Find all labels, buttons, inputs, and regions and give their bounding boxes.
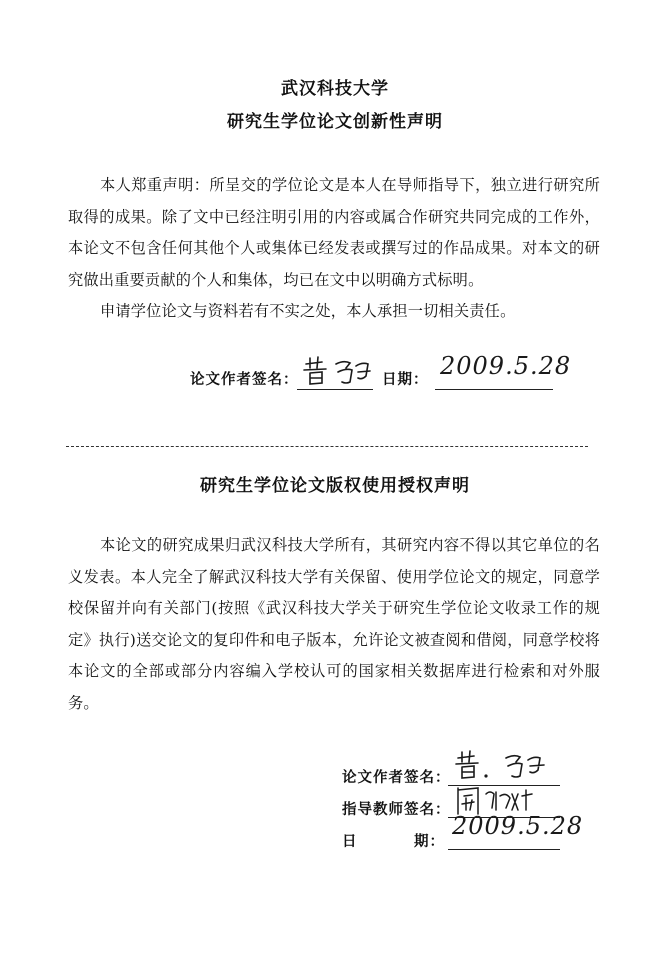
responsibility-paragraph: 申请学位论文与资料若有不实之处，本人承担一切相关责任。	[100, 302, 516, 320]
copyright-declaration-title: 研究生学位论文版权使用授权声明	[200, 476, 470, 496]
originality-paragraph: 本人郑重声明：所呈交的学位论文是本人在导师指导下，独立进行研究所取得的成果。除了文中已经注明引用的内容或属合作研究共同完成的工作外，本论文不包含任何其他个人或集体已经发表或撰写过的作品成果。对本文的研究做出重要贡献的个人和集体，均已在文中以明确方式标明。	[68, 176, 600, 289]
date-label: 日期：	[382, 372, 429, 388]
author-signature-label: 论文作者签名：	[190, 372, 299, 388]
originality-declaration-title: 研究生学位论文创新性声明	[227, 112, 443, 132]
date-value-handwritten-2: 2009.5.28	[452, 812, 584, 840]
date-line-2	[448, 849, 560, 850]
copyright-paragraph: 本论文的研究成果归武汉科技大学所有，其研究内容不得以其它单位的名义发表。本人完全了解武汉科技大学有关保留、使用学位论文的规定，同意学校保留并向有关部门(按照《武汉科技大学关于研究生学位论文收录工作的规定》执行)送交论文的复印件和电子版本，允许论文被查阅和借阅，同意学校将本论文的全部或部分内容编入学校认可的国家相关数据库进行检索和对外服务。	[68, 536, 600, 712]
author-signature	[300, 354, 374, 388]
date-value-handwritten: 2009.5.28	[440, 352, 572, 380]
author-signature-label-2: 论文作者签名：	[342, 770, 451, 786]
author-signature-2	[452, 748, 552, 784]
date-line	[435, 389, 553, 390]
date-label-left: 日	[342, 834, 358, 850]
section-separator	[66, 446, 588, 447]
author-signature-line	[297, 389, 373, 390]
university-title: 武汉科技大学	[281, 79, 389, 99]
date-label-right: 期：	[414, 834, 445, 850]
advisor-signature-label: 指导教师签名：	[342, 802, 451, 818]
